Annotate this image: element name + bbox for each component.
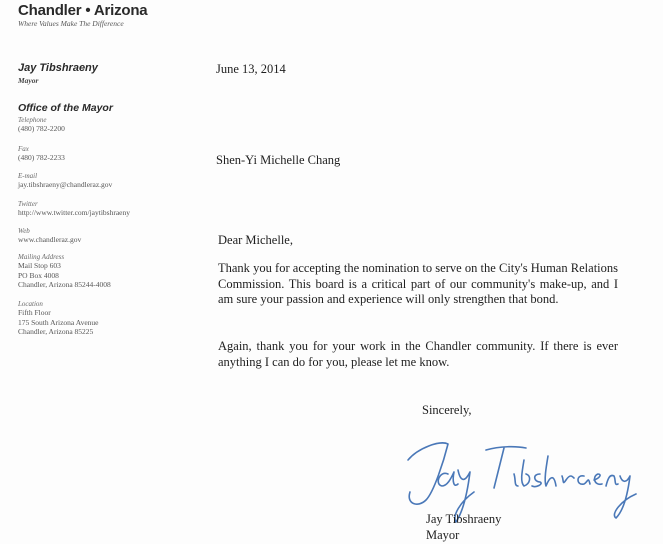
contact-label: Telephone	[18, 116, 47, 124]
contact-value: www.chandleraz.gov	[18, 235, 82, 244]
contact-label: E-mail	[18, 172, 38, 180]
contact-value: (480) 782-2233	[18, 153, 65, 162]
contact-value: Chandler, Arizona 85225	[18, 327, 94, 336]
contact-value: Chandler, Arizona 85244-4008	[18, 280, 111, 289]
letterhead-tagline: Where Values Make The Difference	[18, 19, 124, 28]
letterhead-city: Chandler • Arizona	[18, 2, 148, 19]
contact-twitter	[18, 200, 130, 218]
contact-label: Fax	[18, 145, 29, 153]
signer-title: Mayor	[426, 528, 460, 542]
contact-telephone	[18, 116, 65, 134]
handwritten-signature	[400, 430, 640, 525]
contact-value: 175 South Arizona Avenue	[18, 317, 99, 327]
contact-label: Location	[18, 300, 43, 308]
sidebar-office: Office of the Mayor	[18, 102, 113, 114]
contact-mailing-address	[18, 253, 111, 290]
letter-date: June 13, 2014	[216, 62, 286, 76]
letter-salutation: Dear Michelle,	[218, 233, 293, 247]
signature-strokes	[408, 443, 636, 522]
contact-web	[18, 227, 81, 245]
contact-value: Mail Stop 603	[18, 261, 61, 270]
contact-value: PO Box 4008	[18, 270, 59, 280]
contact-value: Fifth Floor	[18, 308, 51, 317]
signer-name: Jay Tibshraeny	[426, 512, 502, 526]
letter-recipient: Shen-Yi Michelle Chang	[216, 153, 341, 167]
contact-fax	[18, 145, 65, 163]
contact-value: (480) 782-2200	[18, 124, 65, 133]
letter-paragraph-1: Thank you for accepting the nomination to serve on the City's Human Relations Commission. This board is a critical part of our community's make-up, and I am sure your passion and experience will only strengthen that bond.	[218, 261, 618, 306]
contact-label: Mailing Address	[18, 253, 65, 261]
contact-value: http://www.twitter.com/jaytibshraeny	[18, 208, 130, 217]
contact-label: Web	[18, 227, 30, 235]
contact-location	[18, 300, 98, 337]
contact-label: Twitter	[18, 200, 38, 208]
contact-email	[18, 172, 112, 190]
letter-closing: Sincerely,	[422, 403, 472, 417]
sidebar-role: Mayor	[18, 76, 39, 85]
letter-paragraph-2: Again, thank you for your work in the Chandler community. If there is ever anything I can do for you, please let me know.	[218, 339, 618, 369]
sidebar-name: Jay Tibshraeny	[18, 62, 98, 74]
contact-value: jay.tibshraeny@chandleraz.gov	[18, 180, 113, 189]
